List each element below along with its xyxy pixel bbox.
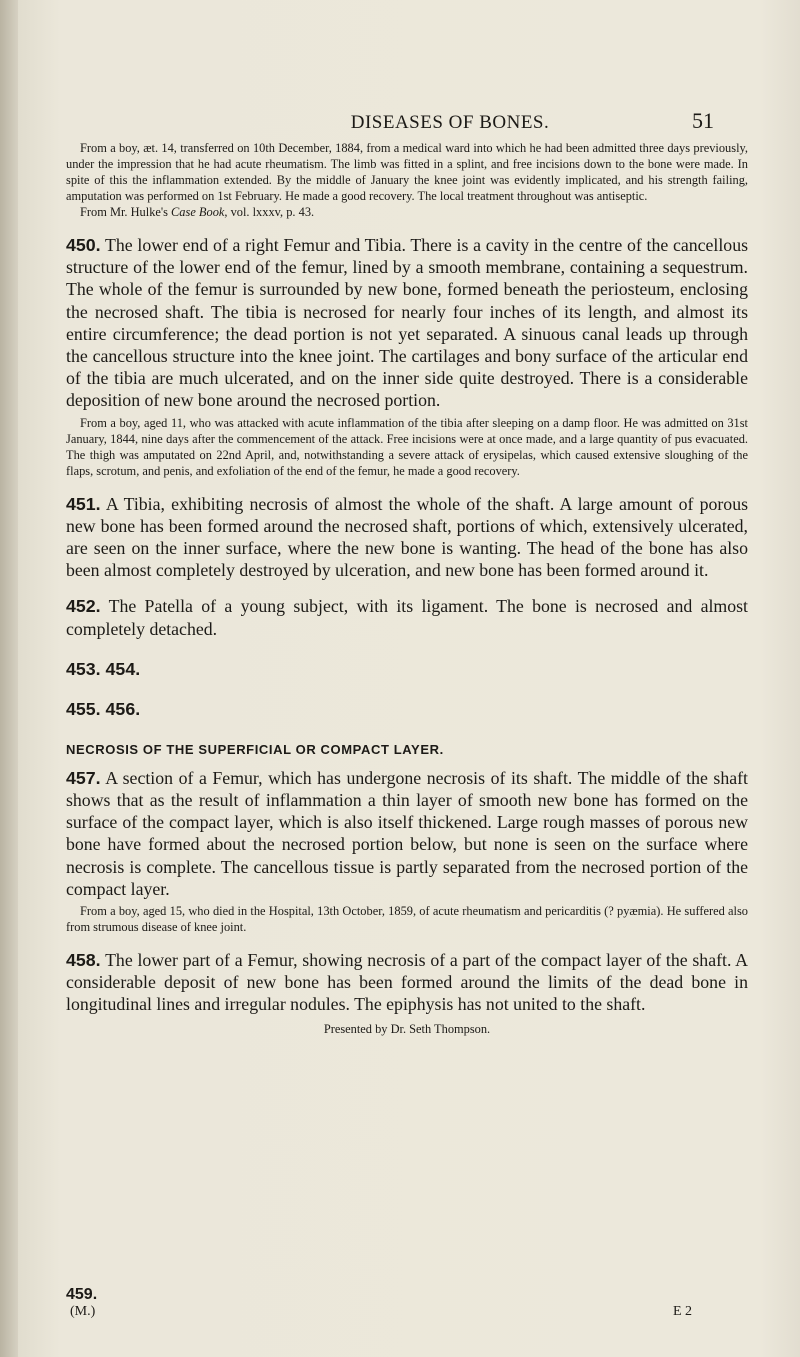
specimen-number: 457.	[66, 767, 101, 788]
specimen-description: A section of a Femur, which has undergone necrosis of its shaft. The middle of the shaft shows that as the result of inflammation a thin layer of smooth new bone has formed on the surface of the compact layer, which is also itself thickened. Large rough masses of porous new bone have formed about the necrosed portion below, but none is seen on the surface where necrosis is complete. The cancellous tissue is partly separated from the necrosed portion of the compact layer.	[66, 767, 748, 899]
page-footer	[66, 1286, 748, 1319]
running-title: DISEASES OF BONES.	[350, 112, 550, 133]
specimen-457-note: From a boy, aged 15, who died in the Hospital, 13th October, 1859, of acute rheumatism and pericarditis (? pyæmia). He suffered also from strumous disease of knee joint.	[66, 904, 748, 935]
specimen-numbers-453-454: 453. 454.	[66, 658, 141, 679]
case-note-intro-text: From a boy, æt. 14, transferred on 10th December, 1884, from a medical ward into which he had been admitted three days previously, under the impression that he had acute rheumatism. The limb was fitted in a splint, and free incisions down to the bone were made. In spite of this the inflammation extended. By the middle of January the knee joint was evidently implicated, and his strength failing, amputation was performed on 1st February. He made a good recovery. The local treatment throughout was antiseptic.	[66, 141, 748, 203]
specimen-number-459: 459.	[66, 1286, 98, 1303]
specimen-458	[66, 949, 748, 1016]
specimen-450	[66, 234, 748, 412]
page-number: 51	[692, 108, 714, 133]
section-heading: NECROSIS OF THE SUPERFICIAL OR COMPACT LAYER.	[66, 741, 444, 757]
specimen-450-note: From a boy, aged 11, who was attacked with acute inflammation of the tibia after sleeping on a damp floor. He was admitted on 31st January, 1844, nine days after the commencement of the attack. Free incisions were at once made, and a large quantity of pus evacuated. The thigh was amputated on 22nd April, and, notwithstanding a severe attack of erysipelas, which caused extensive sloughing of the flaps, scrotum, and penis, and exfoliation of the end of the femur, he made a good recovery.	[66, 415, 748, 478]
specimen-457	[66, 767, 748, 900]
specimen-number: 452.	[66, 596, 101, 617]
specimen-number: 451.	[66, 493, 101, 514]
specimen-number: 458.	[66, 950, 101, 971]
specimen-description: The lower end of a right Femur and Tibia. There is a cavity in the centre of the cancellous structure of the lower end of the femur, lined by a smooth membrane, containing a sequestrum. The whole of the femur is surrounded by new bone, formed beneath the periosteum, enclosing the necrosed shaft. The tibia is necrosed for nearly four inches of its length, and almost its entire circumference; the dead portion is not yet separated. A sinuous canal leads up through the cancellous structure into the knee joint. The cartilages and bony surface of the articular end of the tibia are much ulcerated, and on the inner side quite destroyed. There is a considerable deposition of new bone around the necrosed portion.	[66, 235, 749, 411]
case-note-intro	[66, 140, 748, 204]
specimen-451	[66, 493, 748, 582]
page-gutter-shadow	[0, 0, 18, 1357]
specimen-description: The Patella of a young subject, with its ligament. The bone is necrosed and almost completely detached.	[66, 596, 749, 639]
specimen-description: A Tibia, exhibiting necrosis of almost the whole of the shaft. A large amount of porous new bone has been formed around the necrosed shaft, portions of which, extensively ulcerated, are seen on the inner surface, where the new bone is wanting. The head of the bone has also been almost completely destroyed by ulceration, and new bone has been formed around it.	[66, 493, 749, 581]
specimen-number: 450.	[66, 235, 101, 255]
volume-mark: (M.)	[70, 1304, 96, 1319]
specimen-description: The lower part of a Femur, showing necrosis of a part of the compact layer of the shaft. A considerable deposit of new bone has been formed around the limits of the dead bone in longitudinal lines and irregular nodules. The epiphysis has not united to the shaft.	[66, 950, 749, 1015]
case-note-source: From Mr. Hulke's Case Book, vol. lxxxv, p. 43.	[80, 205, 315, 219]
signature-mark: E 2	[672, 1304, 692, 1319]
presented-by: Presented by Dr. Seth Thompson.	[323, 1021, 491, 1036]
page-content	[66, 140, 748, 1037]
specimen-numbers-455-456: 455. 456.	[66, 698, 141, 719]
specimen-452	[66, 595, 748, 639]
